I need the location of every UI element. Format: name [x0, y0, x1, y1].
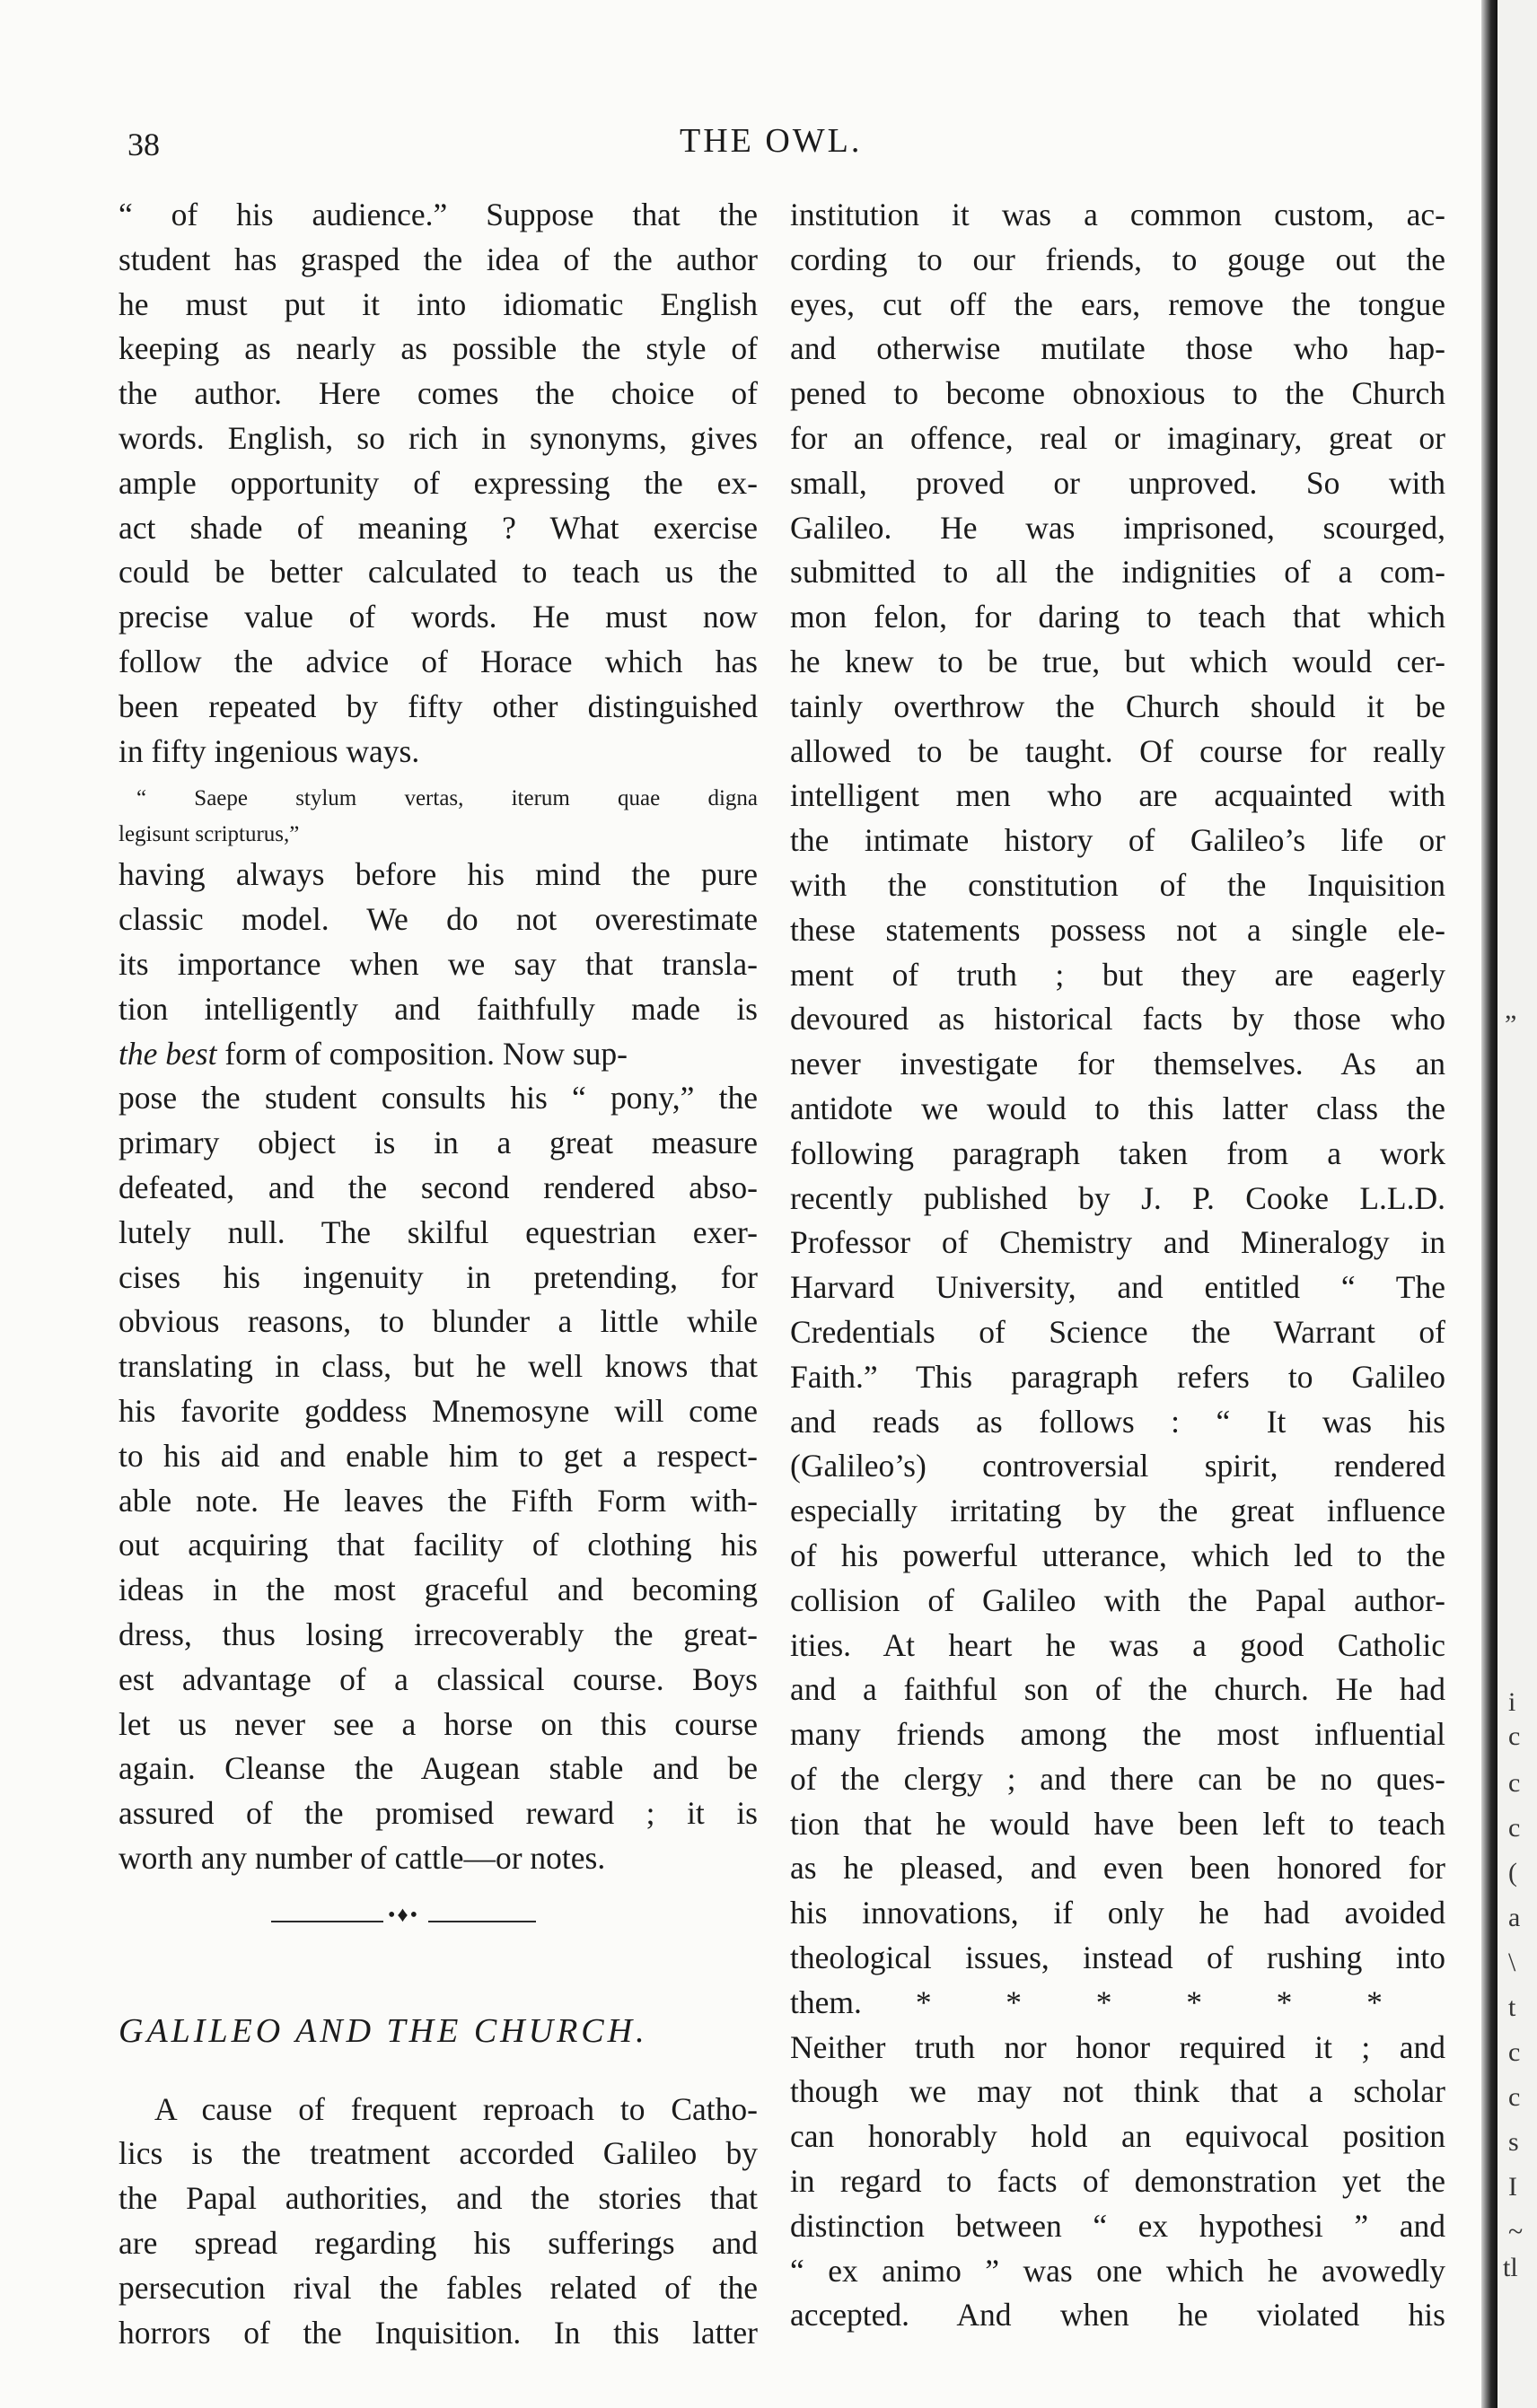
paragraph: [790, 193, 1445, 2338]
text-line: again. Cleanse the Augean stable and be: [119, 1750, 758, 1787]
text-line: in regard to facts of demonstration yet the: [790, 2163, 1445, 2200]
margin-fragment: c: [1508, 2082, 1521, 2112]
text-line: Neither truth nor honor required it ; and: [790, 2028, 1445, 2065]
text-line: never investigate for themselves. As an: [790, 1046, 1445, 1082]
left-column: [119, 193, 758, 2355]
text-line: pose the student consults his “ pony,” the: [119, 1080, 758, 1116]
text-line: its importance when we say that transla-: [119, 945, 758, 982]
text-line: primary object is in a great measure: [119, 1125, 758, 1161]
text-line: with the constitution of the Inquisition: [790, 866, 1445, 903]
text-line: lutely null. The skilful equestrian exer-: [119, 1213, 758, 1250]
text-line: especially irritating by the great influence: [790, 1493, 1445, 1529]
text-line: been repeated by fifty other distinguished: [119, 687, 758, 724]
margin-fragment: i: [1508, 1687, 1516, 1717]
text-line: cording to our friends, to gouge out the: [790, 241, 1445, 277]
quote-line: “ Saepe stylum vertas, iterum quae digna: [136, 786, 758, 811]
margin-fragment: c: [1508, 1768, 1521, 1798]
ellipsis-stars: * * * * * *: [915, 1983, 1383, 2020]
paragraph: [119, 853, 758, 1880]
margin-fragment: (: [1508, 1858, 1517, 1887]
text-line: horrors of the Inquisition. In this latter: [119, 2314, 758, 2351]
text-line: institution it was a common custom, ac-: [790, 197, 1445, 232]
text-line: theological issues, instead of rushing into: [790, 1940, 1445, 1976]
text-line: est advantage of a classical course. Boys: [119, 1660, 758, 1697]
text-line: antidote we would to this latter class the: [790, 1090, 1445, 1126]
margin-fragment: ~: [1508, 2217, 1524, 2246]
next-page-edge: [1497, 0, 1537, 2408]
text-line: submitted to all the indignities of a com-: [790, 554, 1445, 591]
text-line: lics is the treatment accorded Galileo by: [119, 2135, 758, 2172]
text-line: his favorite goddess Mnemosyne will come: [119, 1392, 758, 1429]
margin-fragment: c: [1508, 2037, 1521, 2067]
text-line: (Galileo’s) controversial spirit, rendered: [790, 1448, 1445, 1484]
text-line: Credentials of Science the Warrant of: [790, 1313, 1445, 1350]
page-number: 38: [127, 127, 160, 162]
text-line: A cause of frequent reproach to Catho-: [154, 2090, 758, 2127]
text-line: student has grasped the idea of the author: [119, 241, 758, 277]
section-heading: GALILEO AND THE CHURCH.: [119, 2011, 648, 2050]
text-line: collision of Galileo with the Papal author-: [790, 1581, 1445, 1618]
text-line: allowed to be taught. Of course for really: [790, 732, 1445, 769]
text-line: many friends among the most influential: [790, 1716, 1445, 1753]
right-column: [790, 193, 1445, 2338]
text-line: ment of truth ; but they are eagerly: [790, 956, 1445, 993]
text-line: having always before his mind the pure: [119, 856, 758, 893]
text-line: small, proved or unproved. So with: [790, 464, 1445, 501]
text-line: and reads as follows : “ It was his: [790, 1403, 1445, 1440]
text-line: he must put it into idiomatic English: [119, 285, 758, 322]
text-fragment: them.: [790, 1983, 862, 2020]
margin-fragment: t: [1508, 1992, 1516, 2022]
text-line: dress, thus losing irrecoverably the great-: [119, 1616, 758, 1652]
text-line: his innovations, if only he had avoided: [790, 1895, 1445, 1931]
text-line: and a faithful son of the church. He had: [790, 1671, 1445, 1708]
text-line: let us never see a horse on this course: [119, 1705, 758, 1742]
text-line: obvious reasons, to blunder a little while: [119, 1303, 758, 1340]
margin-fragment: s: [1508, 2127, 1519, 2157]
text-line: [790, 1981, 1445, 2026]
margin-fragment: a: [1508, 1903, 1521, 1932]
text-line: precise value of words. He must now: [119, 599, 758, 635]
text-line: follow the advice of Horace which has: [119, 643, 758, 679]
text-line: keeping as nearly as possible the style of: [119, 330, 758, 367]
text-fragment: form of composition. Now sup-: [216, 1035, 628, 1072]
text-line: are spread regarding his sufferings and: [119, 2225, 758, 2262]
text-line: words. English, so rich in synonyms, gives: [119, 419, 758, 456]
text-line: intelligent men who are acquainted with: [790, 777, 1445, 814]
text-line: mon felon, for daring to teach that which: [790, 599, 1445, 635]
text-line: Galileo. He was imprisoned, scourged,: [790, 509, 1445, 546]
divider-rule: [428, 1921, 536, 1922]
text-line: cises his ingenuity in pretending, for: [119, 1258, 758, 1295]
text-line: distinction between “ ex hypothesi ” and: [790, 2207, 1445, 2244]
text-line: defeated, and the second rendered abso-: [119, 1169, 758, 1205]
paragraph: [119, 193, 758, 774]
text-line: could be better calculated to teach us the: [119, 554, 758, 591]
page-gutter-shadow: [1481, 0, 1497, 2408]
margin-fragment: c: [1508, 1813, 1521, 1843]
text-line: worth any number of cattle—or notes.: [119, 1839, 606, 1876]
text-line: though we may not think that a scholar: [790, 2073, 1445, 2110]
text-line: ample opportunity of expressing the ex-: [119, 464, 758, 501]
text-line: these statements possess not a single ele-: [790, 911, 1445, 948]
text-line: able note. He leaves the Fifth Form with-: [119, 1482, 758, 1519]
text-line: ities. At heart he was a good Catholic: [790, 1626, 1445, 1663]
text-line: to his aid and enable him to get a respect-: [119, 1437, 758, 1474]
text-line: accepted. And when he violated his: [790, 2297, 1445, 2334]
text-line: pened to become obnoxious to the Church: [790, 375, 1445, 412]
text-line: and otherwise mutilate those who hap-: [790, 330, 1445, 367]
text-line: recently published by J. P. Cooke L.L.D.: [790, 1179, 1445, 1216]
text-line: of the clergy ; and there can be no ques-: [790, 1760, 1445, 1797]
text-line: can honorably hold an equivocal position: [790, 2118, 1445, 2155]
text-line: persecution rival the fables related of the: [119, 2269, 758, 2306]
text-line: assured of the promised reward ; it is: [119, 1795, 758, 1832]
text-line: tainly overthrow the Church should it be: [790, 687, 1445, 724]
text-line: ideas in the most graceful and becoming: [119, 1572, 758, 1608]
margin-fragment: I: [1508, 2172, 1517, 2202]
quote-line: legisunt scripturus,”: [119, 822, 300, 847]
text-line: act shade of meaning ? What exercise: [119, 509, 758, 546]
text-line: as he pleased, and even been honored for: [790, 1850, 1445, 1887]
text-line: classic model. We do not overestimate: [119, 901, 758, 938]
text-line: translating in class, but he well knows that: [119, 1348, 758, 1385]
text-line: eyes, cut off the ears, remove the tongue: [790, 285, 1445, 322]
text-line: Professor of Chemistry and Mineralogy in: [790, 1224, 1445, 1261]
margin-fragment: c: [1508, 1721, 1521, 1751]
margin-fragment: tl: [1503, 2253, 1518, 2282]
running-title: THE OWL.: [680, 122, 863, 160]
text-line: Harvard University, and entitled “ The: [790, 1269, 1445, 1306]
text-line: “ ex animo ” was one which he avowedly: [790, 2252, 1445, 2289]
text-line: tion intelligently and faithfully made is: [119, 990, 758, 1027]
text-line: out acquiring that facility of clothing his: [119, 1527, 758, 1563]
text-line: Faith.” This paragraph refers to Galileo: [790, 1358, 1445, 1395]
section-divider: [119, 1894, 758, 1948]
divider-ornament: •♦•: [388, 1903, 420, 1927]
text-line: tion that he would have been left to teach: [790, 1805, 1445, 1842]
divider-rule: [271, 1921, 383, 1922]
margin-fragment: \: [1508, 1948, 1516, 1977]
paragraph: [119, 2088, 758, 2356]
latin-quotation: [119, 781, 758, 853]
text-line: “ of his audience.” Suppose that the: [119, 197, 758, 232]
text-line: devoured as historical facts by those who: [790, 1001, 1445, 1038]
text-line: for an offence, real or imaginary, great or: [790, 419, 1445, 456]
text-line: of his powerful utterance, which led to the: [790, 1537, 1445, 1573]
text-line: the Papal authorities, and the stories that: [119, 2180, 758, 2217]
text-line: in fifty ingenious ways.: [119, 732, 420, 769]
text-line: he knew to be true, but which would cer-: [790, 643, 1445, 679]
text-line: [119, 1032, 758, 1077]
text-line: the author. Here comes the choice of: [119, 375, 758, 412]
italic-emphasis: the best: [119, 1035, 217, 1072]
text-line: following paragraph taken from a work: [790, 1134, 1445, 1171]
text-line: the intimate history of Galileo’s life or: [790, 822, 1445, 859]
margin-fragment: ”: [1505, 1010, 1517, 1039]
